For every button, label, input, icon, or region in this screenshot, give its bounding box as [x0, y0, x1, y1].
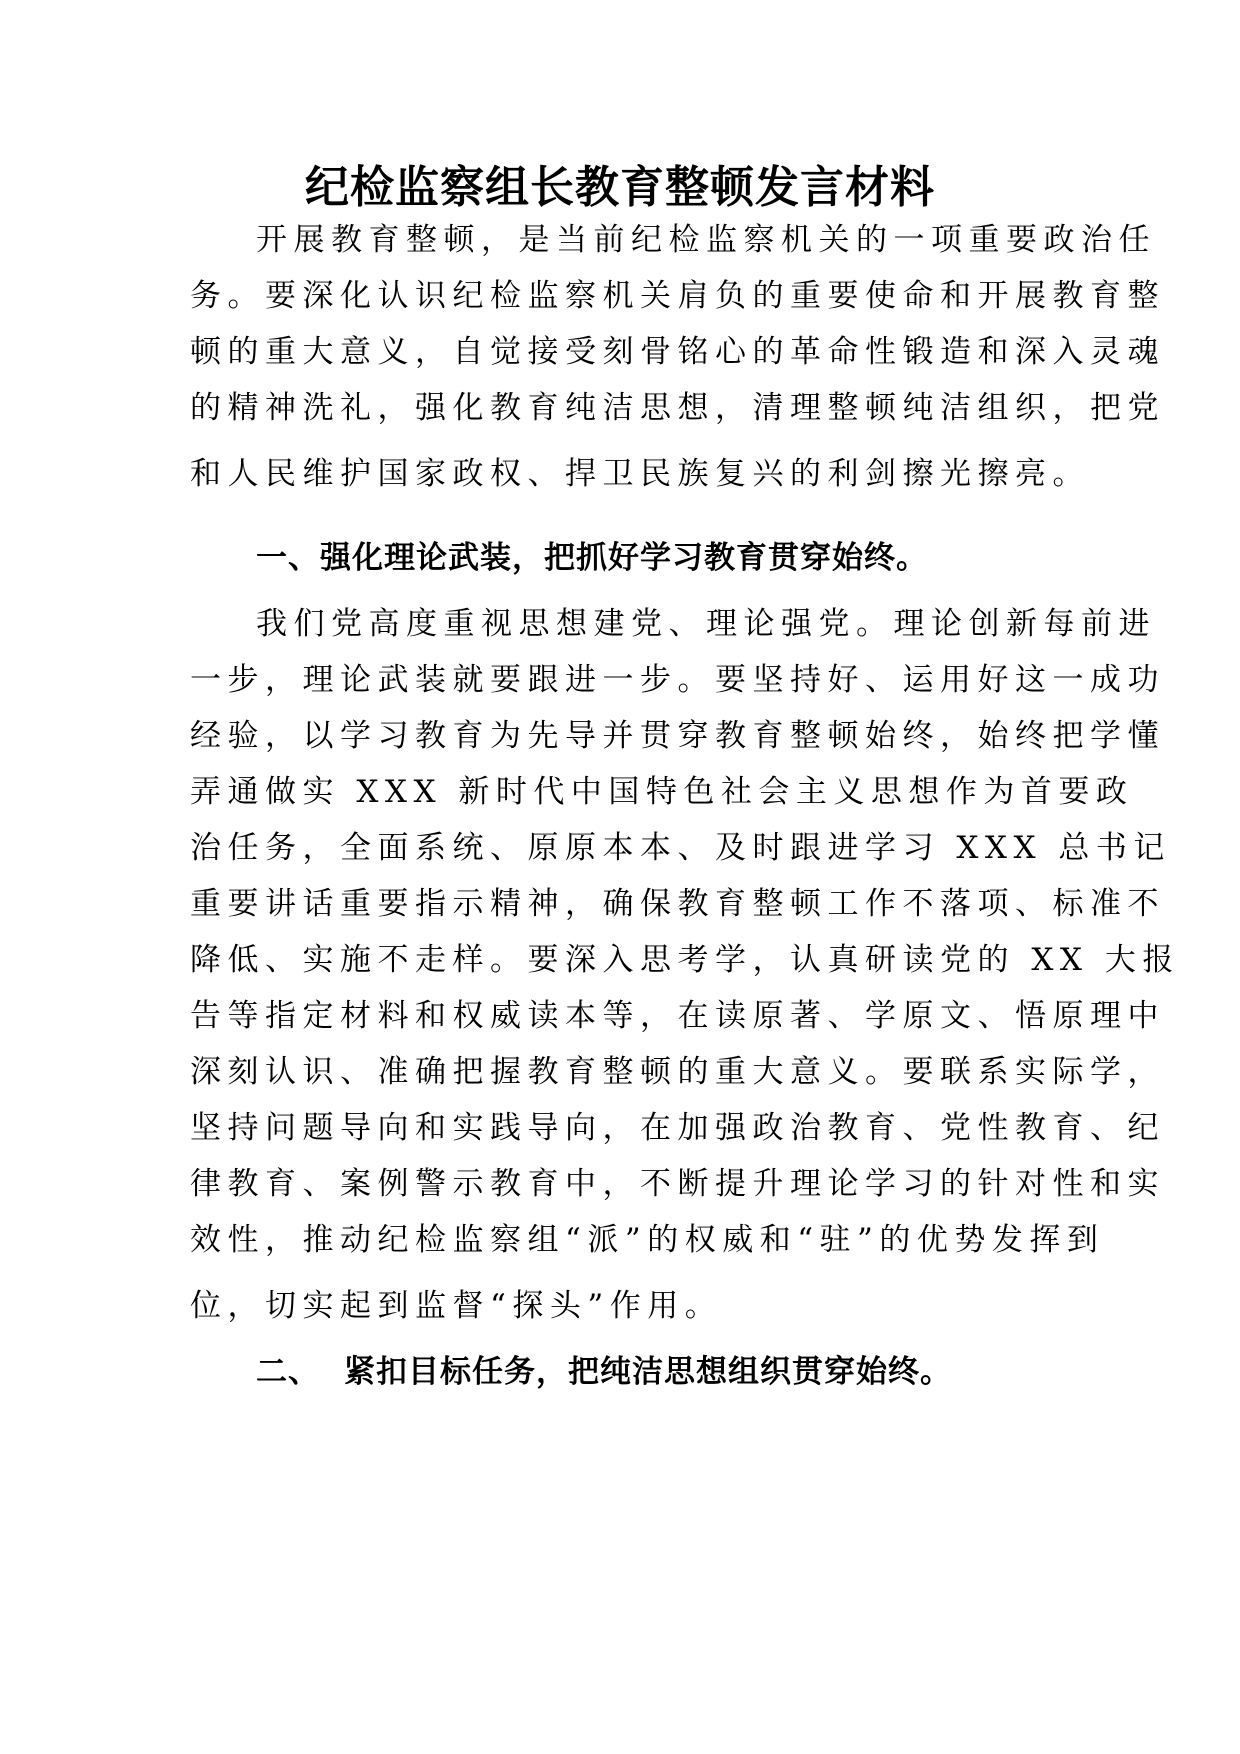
text-line: 弄通做实 XXX 新时代中国特色社会主义思想作为首要政	[190, 774, 1134, 810]
text-line: 经验，以学习教育为先导并贯穿教育整顿始终，始终把学懂	[190, 718, 1165, 754]
text-line: 降低、实施不走样。要深入思考学，认真研读党的 XX 大报	[190, 942, 1180, 978]
text-line: 告等指定材料和权威读本等，在读原著、学原文、悟原理中	[190, 998, 1165, 1034]
text-line: 重要讲话重要指示精神，确保教育整顿工作不落项、标准不	[190, 886, 1165, 922]
section-2-heading	[256, 1344, 952, 1400]
text-line: 顿的重大意义，自觉接受刻骨铭心的革命性锻造和深入灵魂	[190, 334, 1165, 370]
section-1-heading: 一、强化理论武装，把抓好学习教育贯穿始终。	[256, 540, 928, 576]
text-line: 效性，推动纪检监察组“派”的权威和“驻”的优势发挥到	[190, 1222, 1105, 1258]
intro-paragraph	[190, 212, 1165, 502]
text-line: 坚持问题导向和实践导向，在加强政治教育、党性教育、纪	[190, 1110, 1165, 1146]
text-line: 和人民维护国家政权、捍卫民族复兴的利剑擦光擦亮。	[190, 456, 1090, 492]
text-line: 开展教育整顿，是当前纪检监察机关的一项重要政治任	[256, 222, 1156, 258]
text-line: 的精神洗礼，强化教育纯洁思想，清理整顿纯洁组织，把党	[190, 390, 1165, 426]
section-2-title: 紧扣目标任务，把纯洁思想组织贯穿始终。	[344, 1354, 952, 1390]
section-1-paragraph	[190, 596, 1180, 1334]
text-line: 深刻认识、准确把握教育整顿的重大意义。要联系实际学，	[190, 1054, 1165, 1090]
text-line: 治任务，全面系统、原原本本、及时跟进学习 XXX 总书记	[190, 830, 1171, 866]
document-title: 纪检监察组长教育整顿发言材料	[305, 162, 935, 213]
text-line: 位，切实起到监督“探头”作用。	[190, 1288, 723, 1324]
text-line: 一步，理论武装就要跟进一步。要坚持好、运用好这一成功	[190, 662, 1165, 698]
section-2-number: 二、	[256, 1354, 320, 1390]
text-line: 务。要深化认识纪检监察机关肩负的重要使命和开展教育整	[190, 278, 1165, 314]
text-line: 我们党高度重视思想建党、理论强党。理论创新每前进	[256, 606, 1156, 642]
text-line: 律教育、案例警示教育中，不断提升理论学习的针对性和实	[190, 1166, 1165, 1202]
